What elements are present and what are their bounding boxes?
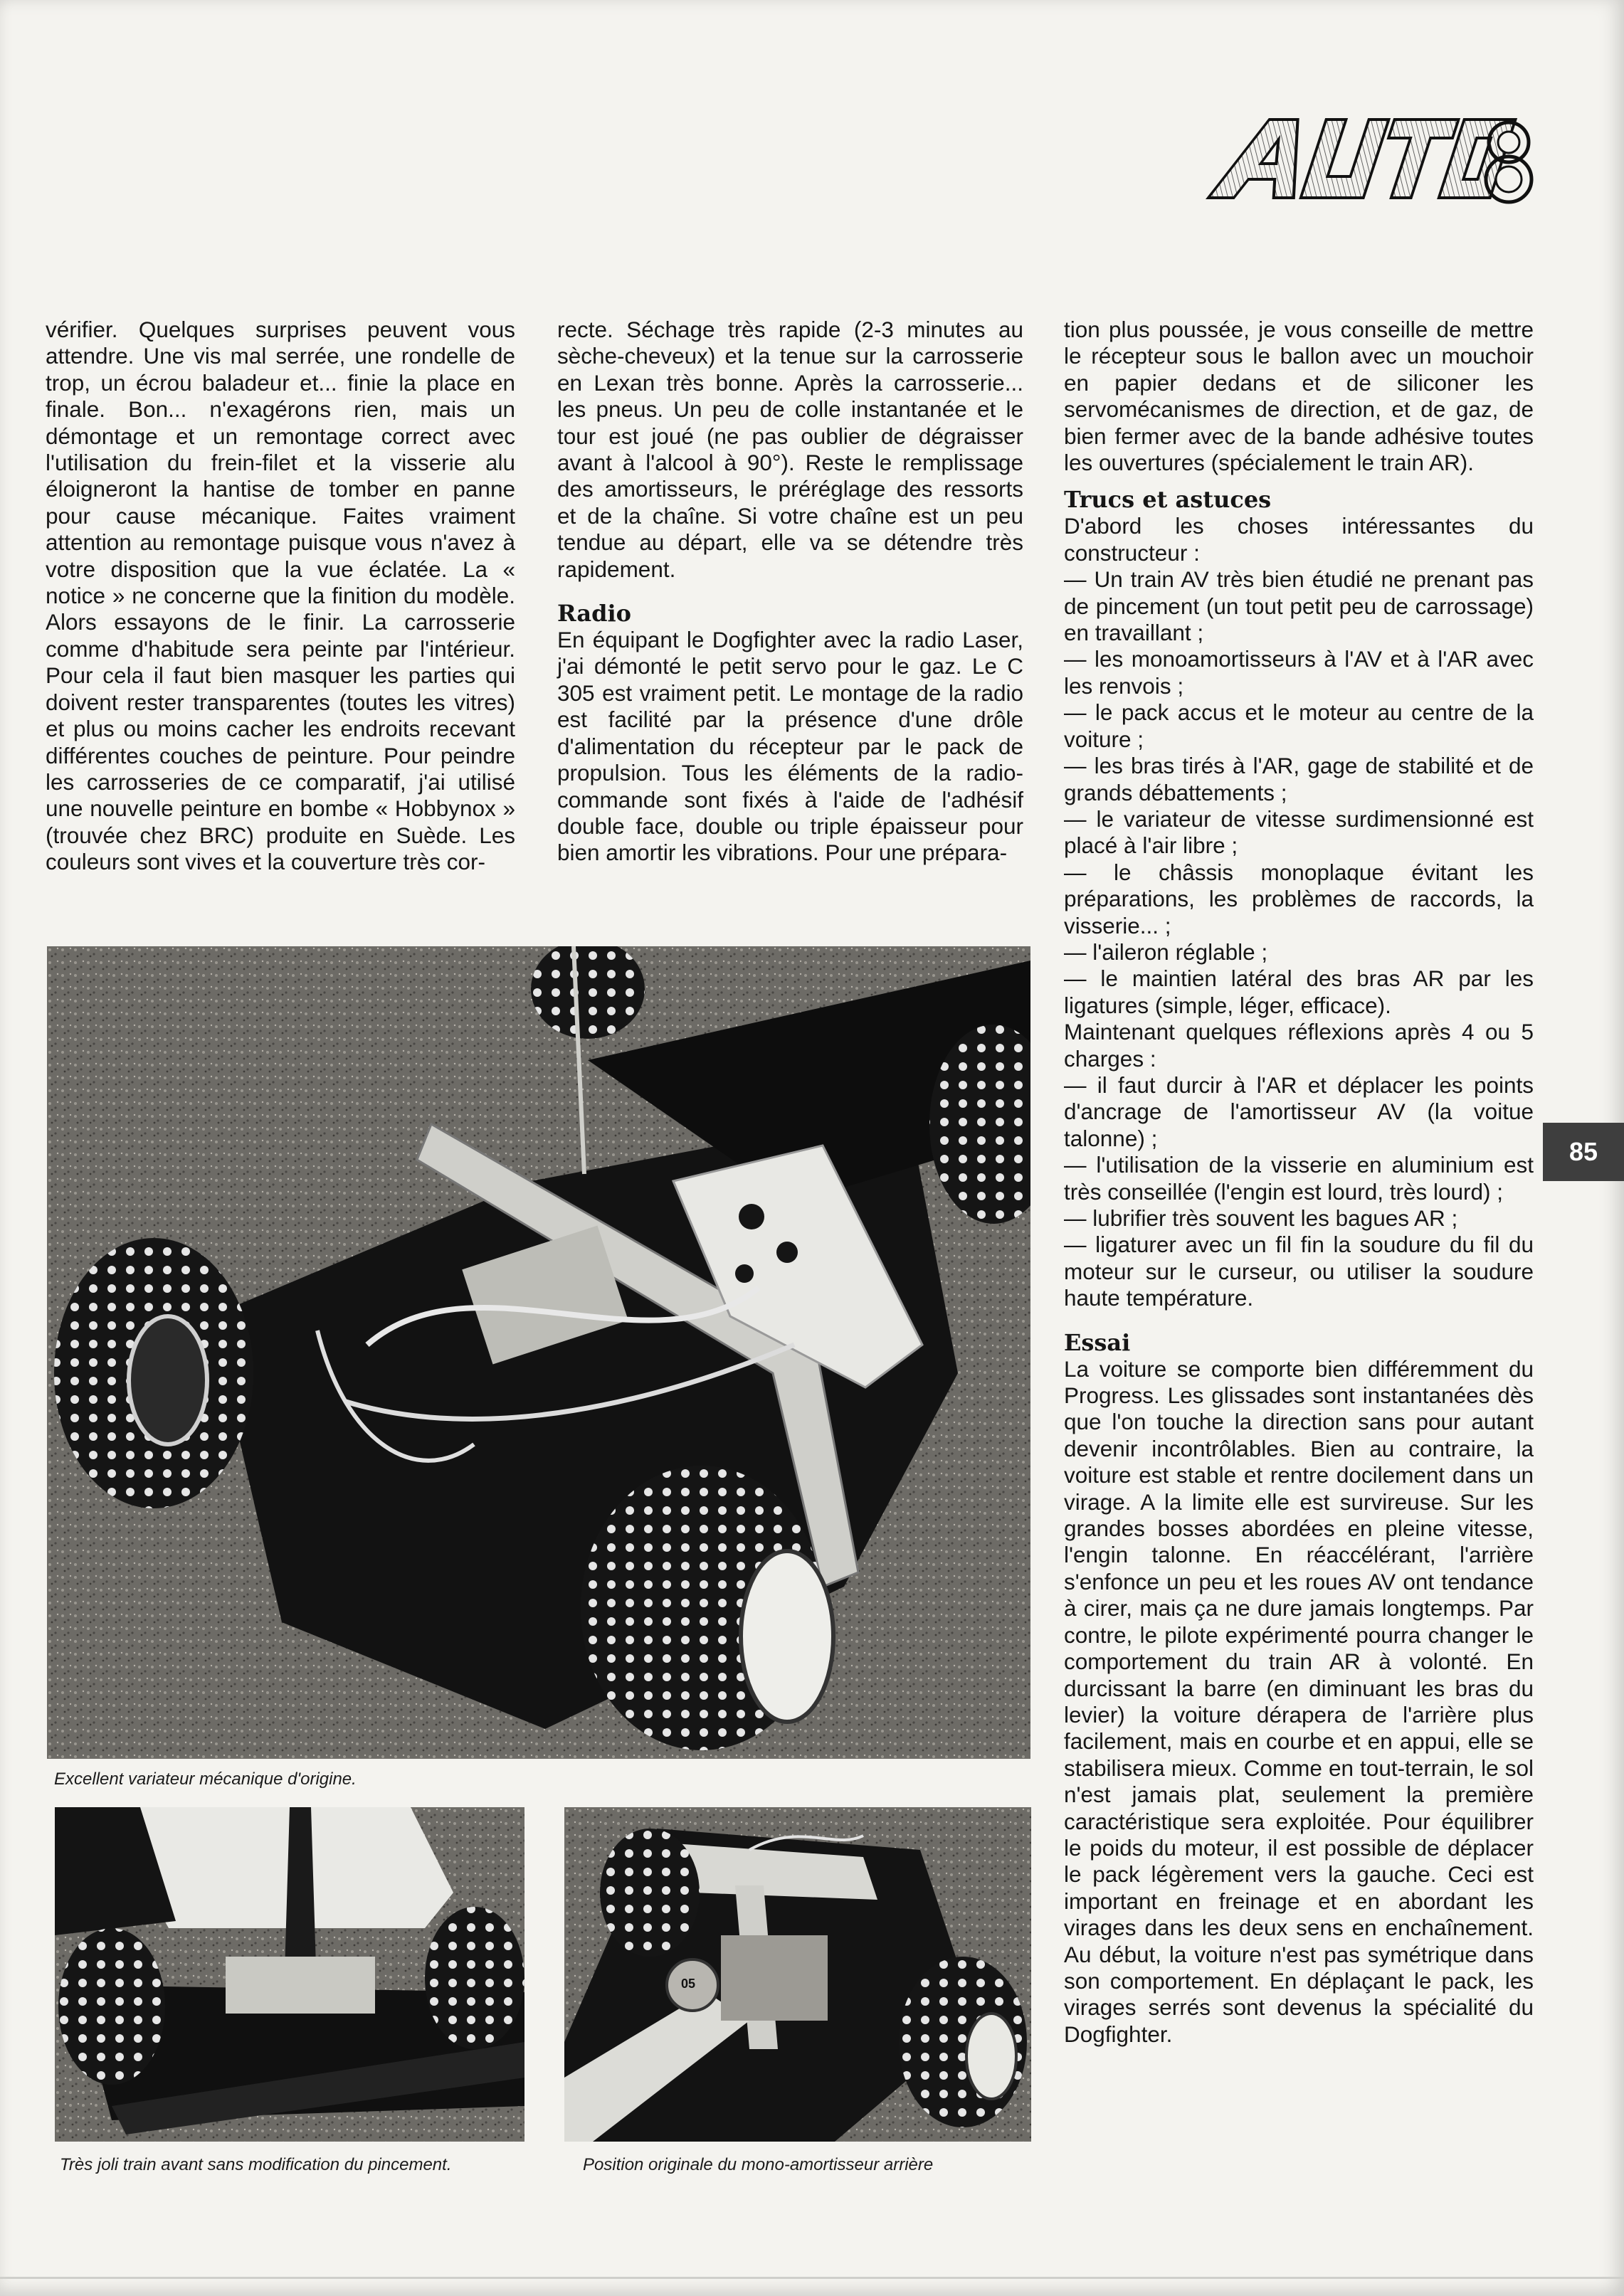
tips-line: — le maintien latéral des bras AR par les ligatures (simple, léger, efficace). (1064, 966, 1534, 1018)
caption-main-photo: Excellent variateur mécanique d'origine. (54, 1769, 357, 1789)
article-column-3 (1064, 317, 1534, 2048)
section-heading-trucs: Trucs et astuces (1064, 486, 1272, 514)
caption-rear-photo: Position originale du mono-amortisseur arrière (583, 2155, 934, 2174)
auto8-logo (1196, 105, 1537, 212)
section-heading-essai: Essai (1064, 1328, 1131, 1356)
tips-line: D'abord les choses intéressantes du constructeur : (1064, 513, 1534, 566)
column-3-intro-text: tion plus poussée, je vous conseille de mettre le récepteur sous le ballon avec un mouchoir en papier dedans et de siliconer les servomécanismes de direction, et de gaz, de bien fermer avec de la bande adhésive toutes les ouvertures (spécialement le train AR). (1064, 317, 1534, 476)
tips-line: — l'aileron réglable ; (1064, 938, 1268, 965)
column-1-text: vérifier. Quelques surprises peuvent vous attendre. Une vis mal serrée, une rondelle de trop, un écrou baladeur et... finie la place en finale. Bon... n'exagérons rien, mais un démontage et un remontage correct avec l'utilisation du frein-filet et la visserie alu éloigneront la hantise de tomber en panne pour cause mécanique. Faites vraiment attention au remontage puisque vous n'avez à votre disposition que la vue éclatée. La « notice » ne concerne que la finition du modèle. Alors essayons de le finir. La carrosserie comme d'habitude sera peinte par l'intérieur. Pour cela il faut bien masquer les parties qui doivent rester transparentes (toutes les vitres) et plus ou moins cacher les endroits recevant différentes couches de peinture. Pour peindre les carrosseries de ce comparatif, j'ai utilisé une nouvelle peinture en bombe « Hobbynox » (trouvée chez BRC) produite en Suède. Les couleurs sont vives et la couverture très cor- (46, 317, 515, 875)
section-heading-radio: Radio (557, 600, 631, 628)
tips-line: — Un train AV très bien étudié ne prenant pas de pincement (un tout petit peu de carrossage) en travaillant ; (1064, 566, 1534, 646)
column-3-essai-text: La voiture se comporte bien différemment du Progress. Les glissades sont instantanées dès que l'on touche la direction sans pour autant devenir incontrôlables. Bien au contraire, la voiture est stable et rentre docilement dans un virage. A la limite elle est survireuse. Sur les grandes bosses abordées en pleine vitesse, l'engin talonne. En réaccélérant, l'arrière s'enfonce un peu et les roues AV ont tendance à cirer, mais ça ne dure jamais longtemps. Par contre, le pilote expérimenté pourra changer le comportement du train AR à volonté. En durcissant la barre (en diminuant les bras du levier) la voiture dérapera de l'arrière plus facilement, mais en courbe et en appui, elle se stabilisera mieux. Comme en tout-terrain, le sol n'est jamais plat, seulement la première caractéristique sera exploitée. Pour équilibrer le poids du moteur, il est possible de déplacer le pack légèrement vers la gauche. Ceci est important en freinage et en abordant les virages dans les deux sens en enchaînement. Au début, la voiture n'est pas symétrique dans son comportement. En déplaçant le pack, les virages serrés sont devenus la spécialité du Dogfighter. (1064, 1355, 1534, 2047)
auto8-logo-graphic (1196, 105, 1537, 212)
tips-line: — les monoamortisseurs à l'AV et à l'AR avec les renvois ; (1064, 646, 1534, 699)
column-2-radio-text: En équipant le Dogfighter avec la radio Laser, j'ai démonté le petit servo pour le gaz. Le C 305 est vraiment petit. Le montage de la radio est facilité par la présence d'une drôle d'alimentation du récepteur par le pack de propulsion. Tous les éléments de la radio-commande sont fixés à l'aide de l'adhésif double face, double ou triple épaisseur pour bien amortir les vibrations. Pour une prépara- (557, 627, 1023, 866)
tips-line: — l'utilisation de la visserie en aluminium est très conseillée (l'engin est lourd, très lourd) ; (1064, 1152, 1534, 1205)
motor-label: 05 (681, 1977, 696, 1991)
page-bottom-edge (0, 2277, 1624, 2279)
page-number-tab: 85 (1543, 1123, 1624, 1181)
tips-line: — lubrifier très souvent les bagues AR ; (1064, 1205, 1458, 1231)
photo-rear-shock (564, 1807, 1031, 2142)
caption-front-photo: Très joli train avant sans modification du pincement. (60, 2155, 452, 2174)
column-2-intro-text: recte. Séchage très rapide (2-3 minutes au sèche-cheveux) et la tenue sur la carrosserie en Lexan très bonne. Après la carrosserie... les pneus. Un peu de colle instantanée et le tour est joué (ne pas oublier de dégraisser avant à l'alcool à 90°). Reste le remplissage des amortisseurs, le préréglage des ressorts et de la chaîne. Si votre chaîne est un peu tendue au départ, elle va se détendre très rapidement. (557, 317, 1023, 582)
article-column-2 (557, 317, 1023, 867)
tips-line: — le pack accus et le moteur au centre de la voiture ; (1064, 699, 1534, 752)
tips-line: Maintenant quelques réflexions après 4 ou 5 charges : (1064, 1019, 1534, 1072)
article-column-1 (46, 317, 515, 876)
tips-line: — ligaturer avec un fil fin la soudure du fil du moteur sur le curseur, ou utiliser la soudure haute température. (1064, 1232, 1534, 1311)
tips-line: — il faut durcir à l'AR et déplacer les points d'ancrage de l'amortisseur AV (la voitue talonne) ; (1064, 1072, 1534, 1151)
tips-line: — les bras tirés à l'AR, gage de stabilité et de grands débattements ; (1064, 753, 1534, 805)
photo-front-suspension (55, 1807, 524, 2142)
photo-rc-car-overview (47, 946, 1030, 1759)
tips-line: — le châssis monoplaque évitant les préparations, les problèmes de raccords, la visserie... ; (1064, 859, 1534, 938)
tips-line: — le variateur de vitesse surdimensionné est placé à l'air libre ; (1064, 805, 1534, 859)
